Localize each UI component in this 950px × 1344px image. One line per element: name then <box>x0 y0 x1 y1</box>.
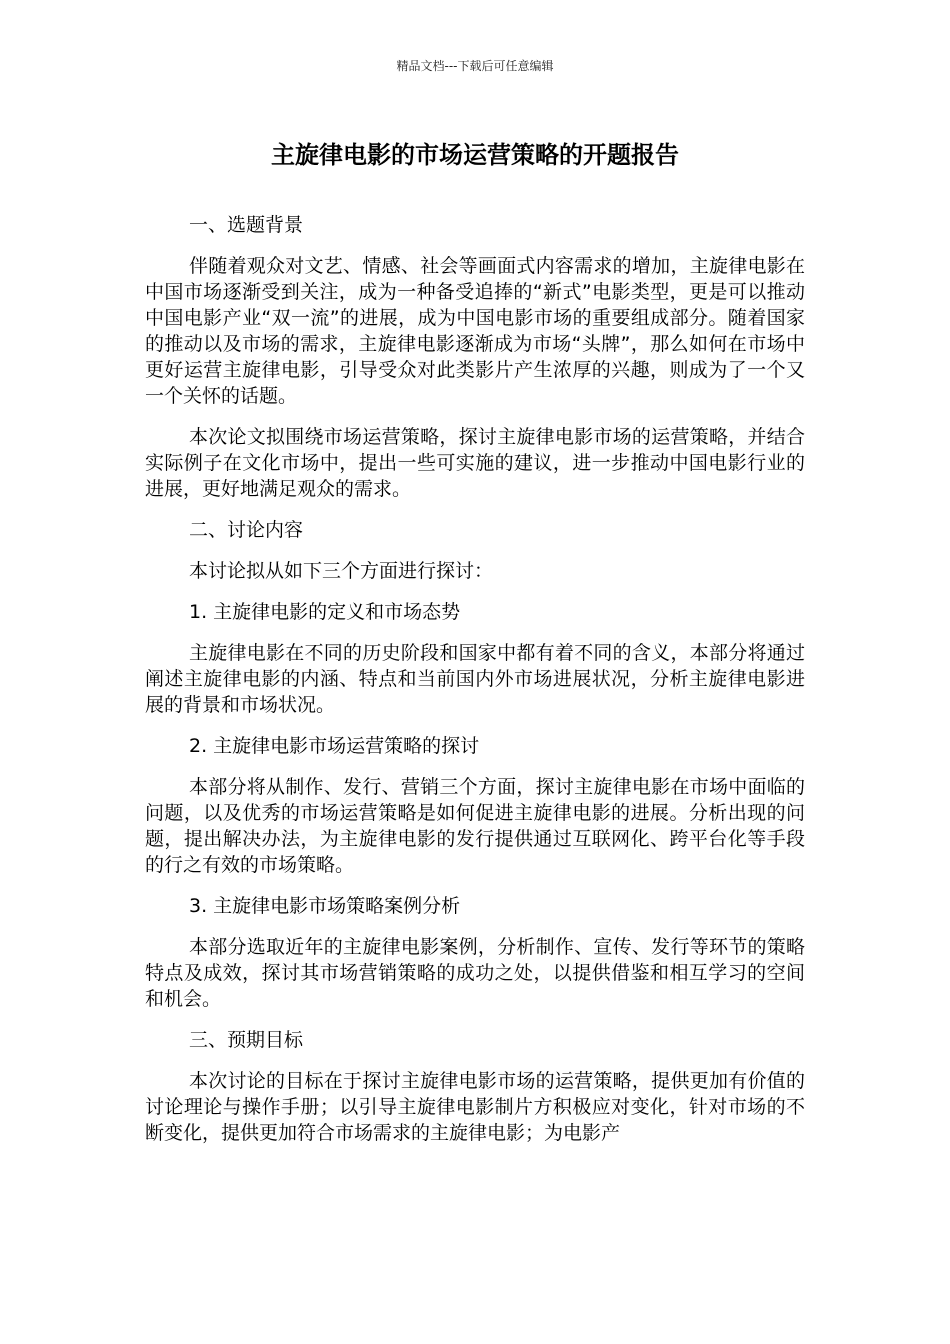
paragraph-case-analysis: 本部分选取近年的主旋律电影案例，分析制作、宣传、发行等环节的策略特点及成效，探讨其市场营销策略的成功之处，以提供借鉴和相互学习的空间和机会。 <box>145 936 805 1010</box>
paragraph-background-2: 本次论文拟围绕市场运营策略，探讨主旋律电影市场的运营策略，并结合实际例子在文化市场中，提出一些可实施的建议，进一步推动中国电影行业的进展，更好地满足观众的需求。 <box>145 426 805 500</box>
paragraph-definition-market: 主旋律电影在不同的历史阶段和国家中都有着不同的含义，本部分将通过阐述主旋律电影的内涵、特点和当前国内外市场进展状况，分析主旋律电影进展的背景和市场状况。 <box>145 642 805 716</box>
paragraph-expected-goals: 本次讨论的目标在于探讨主旋律电影市场的运营策略，提供更加有价值的讨论理论与操作手册；以引导主旋律电影制片方积极应对变化，针对市场的不断变化，提供更加符合市场需求的主旋律电影；为电影产 <box>145 1070 805 1144</box>
paragraph-background-1: 伴随着观众对文艺、情感、社会等画面式内容需求的增加，主旋律电影在中国市场逐渐受到关注，成为一种备受追捧的“新式”电影类型，更是可以推动中国电影产业“双一流”的进展，成为中国电影市场的重要组成部分。随着国家的推动以及市场的需求，主旋律电影逐渐成为市场“头牌”，那么如何在市场中更好运营主旋律电影，引导受众对此类影片产生浓厚的兴趣，则成为了一个又一个关怀的话题。 <box>145 255 805 407</box>
subheading-operation-strategy: 2. 主旋律电影市场运营策略的探讨 <box>189 735 480 757</box>
document-body <box>145 212 805 1161</box>
section-heading-background: 一、选题背景 <box>189 214 304 236</box>
header-note: 精品文档---下载后可任意编辑 <box>396 59 554 73</box>
paragraph-operation-strategy: 本部分将从制作、发行、营销三个方面，探讨主旋律电影在市场中面临的问题，以及优秀的市场运营策略是如何促进主旋律电影的进展。分析出现的问题，提出解决办法，为主旋律电影的发行提供通过互联网化、跨平台化等手段的行之有效的市场策略。 <box>145 776 805 876</box>
subheading-case-analysis: 3. 主旋律电影市场策略案例分析 <box>189 895 461 917</box>
paragraph-research-intro: 本讨论拟从如下三个方面进行探讨： <box>189 560 494 582</box>
subheading-definition-market: 1. 主旋律电影的定义和市场态势 <box>189 601 461 623</box>
section-heading-research-content: 二、讨论内容 <box>189 519 304 541</box>
document-title: 主旋律电影的市场运营策略的开题报告 <box>271 141 679 169</box>
section-heading-expected-goals: 三、预期目标 <box>189 1029 304 1051</box>
